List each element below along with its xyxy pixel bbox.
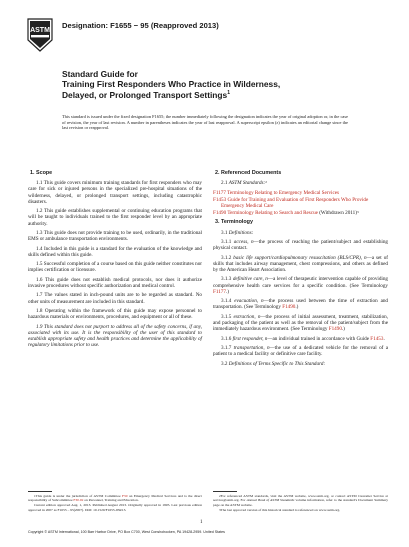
link-f1177[interactable]: F1177: [213, 189, 226, 196]
footnote-rule-right: [213, 491, 237, 492]
section-heading-references: 2. Referenced Documents: [215, 170, 282, 176]
para-3-2: 3.2 Definitions of Terms Specific to This Standard:: [221, 360, 326, 367]
para-1-5: 1.5 Successful completion of a course based on this guide neither constitutes nor implies certification or licensure.: [28, 261, 202, 274]
footnote-rule-left: [28, 491, 52, 492]
footnotes-right: [213, 494, 388, 513]
reference-f1177: F1177 Terminology Relating to Emergency Medical Services: [213, 189, 340, 196]
link-subcommittee-f30-02[interactable]: F30.02: [73, 498, 84, 503]
designation: Designation: F1655 − 95 (Reapproved 2013): [62, 21, 219, 30]
para-3-1-4: 3.1.4 evacuation, n—the process used between the time of extraction and transportation. (See Terminology F1490.): [213, 298, 389, 311]
svg-text:ASTM: ASTM: [30, 27, 50, 34]
section-heading-terminology: 3. Terminology: [215, 219, 253, 226]
copyright-line: Copyright © ASTM International, 100 Barr Harbor Drive, PO Box C700, West Conshohocken, PA 19428-2959. United States: [28, 530, 225, 534]
para-1-1: 1.1 This guide covers minimum training standards for first responders who may care for sick or injured persons in the specialized pre-hospital situations of the wilderness, delayed, or prolonged transport settings, including catastrophic disasters.: [28, 180, 202, 205]
link-committee-f30[interactable]: F30: [121, 494, 128, 498]
para-3-1-1: 3.1.1 access, n—the process of reaching the patient/subject and establishing physical contact.: [213, 239, 388, 252]
para-1-7: 1.7 The values stated in inch-pound units are to be regarded as standard. No other units of measurement are included in this standard.: [28, 292, 202, 305]
para-1-9: 1.9 This standard does not purport to address all of the safety concerns, if any, associated with its use. It is the responsibility of the user of this standard to establish appropriate safety and health practices and determine the applicability of regulatory limitations prior to use.: [28, 323, 202, 349]
footnote-2: $^2$For referenced ASTM standards, visit the ASTM website, www.astm.org, or contact ASTM Customer Service at service@astm.org. For Annual Book of ASTM Standards volume information, refer to the standard's Document Summary page on the ASTM website.: [213, 494, 388, 507]
page-number: 1: [200, 520, 203, 525]
astm-logo: [27, 18, 53, 52]
left-column: [28, 170, 202, 352]
para-1-2: 1.2 This guide establishes supplemental or continuing education programs that will be taught to individuals trained to the first responder level by an appropriate authority.: [28, 208, 202, 227]
para-3-1-6: 3.1.6 first responder, n—an individual trained in accordance with Guide F1453.: [221, 335, 385, 342]
para-1-4: 1.4 Included in this guide is a standard for the evaluation of the knowledge and skills defined within this guide.: [28, 245, 202, 258]
section-heading-scope: 1. Scope: [30, 170, 53, 176]
para-1-6: 1.6 This guide does not establish medical protocols, nor does it authorize invasive procedures without specific authorization and medical control.: [28, 276, 202, 289]
title-footnote-mark: 1: [227, 89, 230, 96]
preamble: This standard is issued under the fixed designation F1655; the number immediately following the designation indicates the year of original adoption or, in the case of revision, the year of last revision. A number in parentheses indicates the year of last reapproval. A superscript epsilon (ε) indicates an editorial change since the last revision or reapproval.: [62, 114, 348, 131]
footnote-1: $^1$This guide is under the jurisdiction of ASTM Committee F30 on Emergency Medical Services and is the direct responsibility of Subcommittee F30.02 on Personnel, Training and Education.: [28, 494, 202, 503]
footnote-3: $^3$The last approved version of this historical standard is referenced on www.astm.org.: [219, 507, 341, 512]
reference-f1453: F1453 Guide for Training and Evaluation of First Responders Who Provide Emergency Medical Care: [213, 196, 369, 209]
link-f1453-inline[interactable]: F1453: [370, 335, 384, 342]
astm-logo-mark: [27, 18, 53, 52]
para-3-1: 3.1 Definitions:: [221, 229, 254, 236]
title-line-2: Training First Responders Who Practice in Wilderness,: [62, 79, 281, 90]
right-column: [213, 170, 388, 370]
para-2-1: 2.1 ASTM Standards:$^2$: [221, 180, 267, 187]
link-f1490[interactable]: F1490: [213, 210, 227, 217]
title-line-1: Standard Guide for: [62, 69, 138, 79]
link-f1490-inline-b[interactable]: F1490: [328, 326, 342, 333]
reference-f1490: F1490 Terminology Relating to Search and Rescue (Withdrawn 2011)$^3$: [213, 210, 359, 217]
para-3-1-7: 3.1.7 transportation, n—the use of a dedicated vehicle for the removal of a patient to a medical facility or definitive care facility.: [213, 344, 388, 358]
para-1-8: 1.8 Operating within the framework of this guide may expose personnel to hazardous materials or environments, procedures, and equipment or all of these.: [28, 307, 202, 321]
link-f1177-inline[interactable]: F1177: [213, 288, 226, 295]
document-title: [62, 69, 362, 100]
para-3-1-2: 3.1.2 basic life support/cardiopulmonary resuscitation (BLS/CPR), n—a set of skills that includes airway management, chest compressions, and others as defined by the American Heart Association.: [213, 254, 388, 273]
para-3-1-5: 3.1.5 extraction, n—the process of initial assessment, treatment, stabilization, and packaging of the patient as well as the removal of the patient/subject from the immediately hazardous environment. (See Terminology F1490.): [213, 313, 388, 333]
title-line-3: Delayed, or Prolonged Transport Settings$^1$: [62, 89, 230, 100]
link-f1490-inline-a[interactable]: F1490: [282, 304, 296, 311]
footnote-1-edition: Current edition approved Aug. 1, 2013. Published August 2013. Originally approved in 1995. Last previous edition approved in 2007 as F1655 – 95(2007). DOI: 10.1520/F1655-95R13.: [28, 503, 202, 512]
para-1-3: 1.3 This guide does not provide training to be used, ordinarily, in the traditional EMS or ambulance transportation environments.: [28, 230, 202, 243]
para-3-1-3: 3.1.3 definitive care, n—a level of therapeutic intervention capable of providing comprehensive health care services for a specific condition. (See Terminology F1177.): [213, 276, 388, 295]
footnotes-left: [28, 494, 202, 513]
link-f1453[interactable]: F1453: [213, 196, 227, 203]
